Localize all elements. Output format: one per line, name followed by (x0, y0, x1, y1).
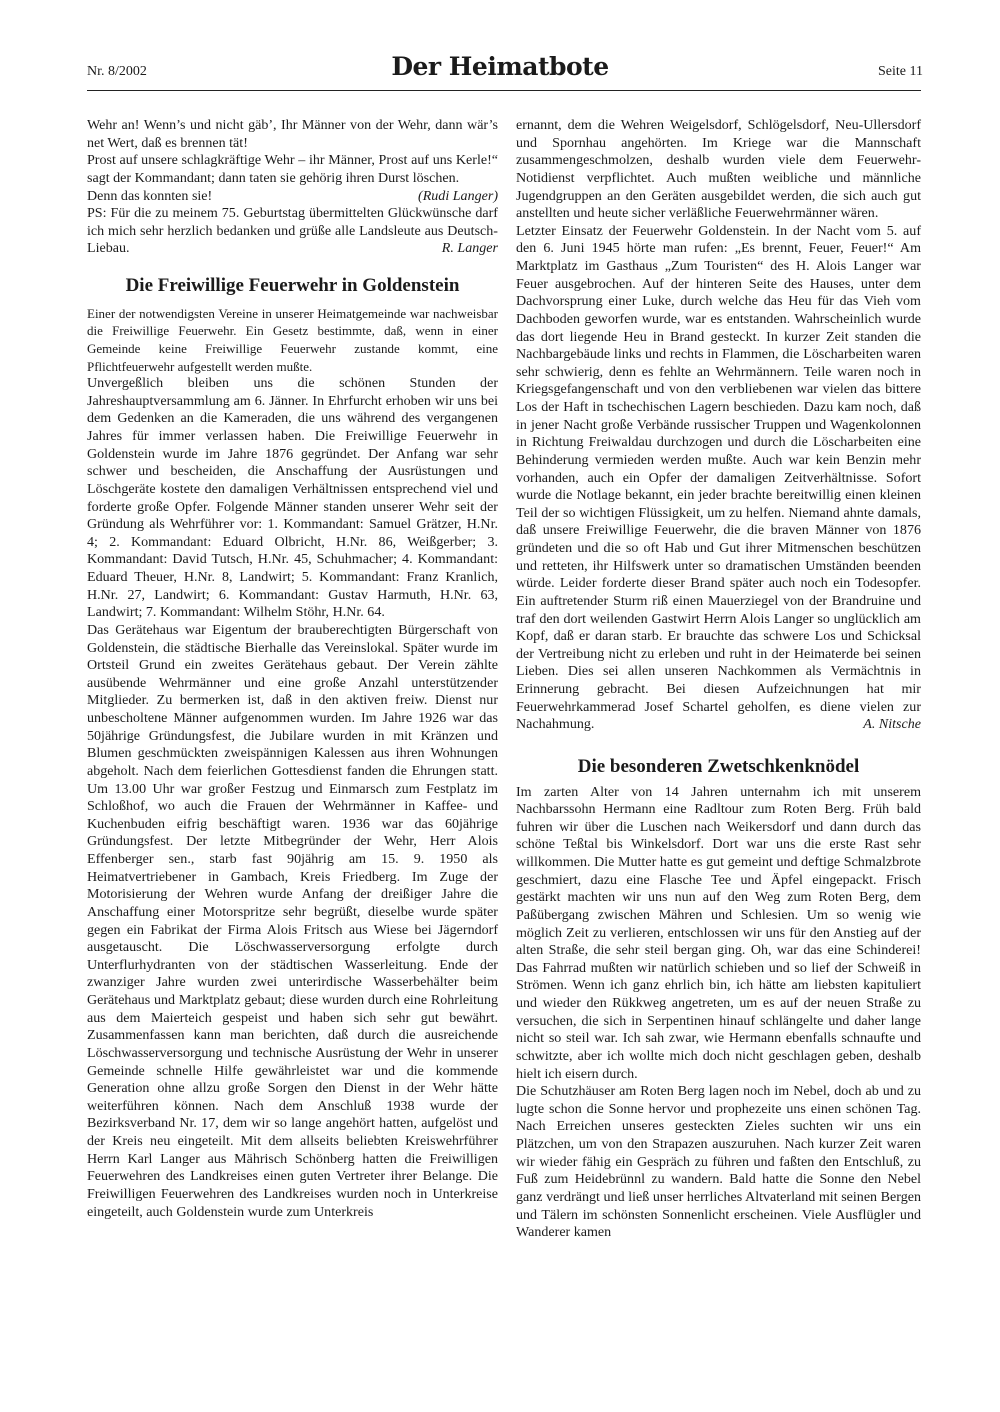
right-column (516, 117, 921, 1242)
header-rule (87, 90, 921, 91)
poem-closing-text: Denn das konnten sie! (87, 187, 213, 204)
postscript-text: PS: Für die zu meinem 75. Geburtstag übermittelten Glückwünsche darf ich mich sehr herzlich bedanken und grüße alle Landsleute aus Deutsch-Liebau. (87, 205, 498, 257)
author-byline: A. Nitsche (863, 716, 921, 733)
author-byline: (Rudi Langer) (418, 187, 498, 204)
poem-paragraph: Wehr an! Wenn’s und nicht gäb’, Ihr Männer von der Wehr, dann wär’s net Wert, daß es brennen tät! (87, 117, 498, 151)
article-headline: Die Freiwillige Feuerwehr in Goldenstein (125, 275, 460, 297)
left-column (87, 117, 498, 1221)
article-paragraph: Unvergeßlich bleiben uns die schönen Stunden der Jahreshauptversammlung am 6. Jänner. In Ehrfurcht erhoben wir uns bei dem Gedenken an die Kameraden, die uns während des vergangenen Jahres für immer verlassen haben. Die Freiwillige Feuerwehr in Goldenstein wurde im Jahre 1876 gegründet. Der Anfang war sehr schwer und bescheiden, die Anschaffung der Ausrüstungen und Löschgeräte kostete den damaligen Verhältnissen entsprechend viel und forderte große Opfer. Folgende Männer standen unserer Wehr seit der Gründung als Wehrführer vor: 1. Kommandant: Samuel Grätzer, H.Nr. 4; 2. Kommandant: Eduard Olbricht, H.Nr. 86, Weißgerber; 3. Kommandant: David Tutsch, H.Nr. 45, Schuhmacher; 4. Kommandant: Eduard Theuer, H.Nr. 8, Landwirt; 5. Kommandant: Franz Kranlich, H.Nr. 27, Landwirt; 6. Kommandant: Gustav Harmuth, H.Nr. 63, Landwirt; 7. Kommandant: Wilhelm Stöhr, H.Nr. 64. (87, 375, 498, 621)
issue-number: Nr. 8/2002 (87, 64, 147, 79)
article-paragraph: Die Schutzhäuser am Roten Berg lagen noch im Nebel, doch ab und zu lugte schon die Sonne hervor und prophezeite uns einen schönen Tag. Nach Erreichen unseres gesteckten Zieles suchten wir uns ein Plätzchen, um von den Strapazen auszuruhen. Nach kurzer Zeit waren wir wieder fähig ein Gespräch zu führen und faßten den Entschluß, zu Fuß zum Heidebrünnl zu wandern. Bald hatte die Sonne den Nebel ganz verdrängt und ließ unser herrliches Altvaterland mit seinen Bergen und Tälern im schönsten Sonnenlicht erscheinen. Viele Ausflügler und Wanderer kamen (516, 1083, 921, 1241)
article-paragraph: Das Gerätehaus war Eigentum der brauberechtigten Bürgerschaft von Goldenstein, die städtische Bierhalle das Vereinslokal. Später wurde im Ortsteil Grund ein zweites Gerätehaus gebaut. Der Verein zählte ausübende Wehrmänner und eine große Anzahl unterstützender Mitglieder. Zu bermerken ist, daß in den aktiven freiw. Dienst nur unbescholtene Männer aufgenommen wurden. Im Jahre 1926 war das 50jährige Gründungsfest, die Jubilare wurden in mit Kränzen und Blumen geschmückten zweispännigen Kalessen aus ihren Wohnungen abgeholt. Nach dem feierlichen Gottesdienst fanden die Ehrungen statt. Um 13.00 Uhr war großer Festzug und Einmarsch zum Festplatz im Schloßhof, wo auch die Frauen der Wehrmänner in Kaffee- und Kuchenbuden eifrig beschäftigt waren. 1936 war das 60jährige Gründungsfest. Der letzte Mitbegründer der Wehr, Herr Alois Effenberger sen., starb fast 90jährig am 15. 9. 1950 als Heimatvertriebener in Gambach, Kreis Friedberg. Im Zuge der Motorisierung der Wehren wurde Anfang der dreißiger Jahre die Anschaffung einer Motorspritze sehr begrüßt, dieselbe wurde später gegen ein Fabrikat der Firma Alois Fritsch aus Wiese bei Jägerndorf ausgetauscht. Die Löschwasserversorgung erfolgte durch Unterflurhydranten von der städtischen Wasserleitung. Ende der zwanziger Jahre wurden zwei unterirdische Wasserbehälter beim Gerätehaus und Marktplatz gebaut; diese wurden durch eine Rohrleitung aus dem Maierteich gespeist und haben sich sehr gut bewährt. Zusammenfassen kann man berichten, daß durch die ausreichende Löschwasserversorgung und technische Ausrüstung der Wehr in unserer Gemeinde schnelle Hilfe gewährleistet war und die kommende Generation ohne allzu große Sorgen den Dienst in der Wehr hätte weiterführen können. Nach dem Anschluß 1938 wurde der Bezirksverband Nr. 17, dem wir so lange angehört hatten, aufgelöst und der Kreis neu eingeteilt. Mit dem allseits beliebten Kreiswehrführer Herrn Karl Langer aus Mährisch Schönberg hatten die Freiwilligen Feuerwehren des Landkreises einen guten Vertreter ihrer Belange. Die Freiwilligen Feuerwehren des Landkreises wurden noch in Unterkreise eingeteilt, auch Goldenstein wurde zum Unterkreis (87, 621, 498, 1220)
article-paragraph-text: Letzter Einsatz der Feuerwehr Goldenstein. In der Nacht vom 5. auf den 6. Juni 1945 hörte man rufen: „Es brennt, Feuer, Feuer!“ Am Marktplatz im Gasthaus „Zum Touristen“ des H. Alois Langer war Feuer ausgebrochen. Auf der hinteren Seite des Hauses, unter dem Dachvorsprung einer Luke, durch welche das Heu für das Vieh vom Dachboden geworfen wurde, war es entstanden. Wahrscheinlich wurde das dort liegende Heu in Brand gesteckt. In kurzer Zeit standen die Nachbargebäude links und rechts in Flammen, die Löscharbeiten waren sehr schwierig, denn es fehlte an Wehrmännern. Teile waren noch in Kriegsgefangenschaft und von den verbliebenen war vielen das bittere Los der Haft in tschechischen Lagern beschieden. Dazu kam noch, daß in jener Nacht große Verbände russischer Truppen und Wagenkolonnen in Richtung Freiwaldau durchzogen und durch die Löscharbeiten eine Behinderung vermieden werden mußte. Auch war kein Benzin mehr vorhanden, auch ein Opfer der damaligen Zeitverhältnisse. Sofort wurde die Notlage bekannt, ein jeder brachte bereitwillig einen kleinen Teil der so wichtigen Flüssigkeit, um zu helfen. Niemand ahnte damals, daß unsere Freiwillige Feuerwehr, die die braven Männer von 1876 gründeten und die so oft Hab und Gut ihrer Mitmenschen beschützen und retteten, ihr Hilfswerk unter so dramatischen Umständen beenden würde. Leider forderte dieser Brand später auch noch ein Todesopfer. Ein auftretender Sturm riß einen Mauerziegel von der Brandruine und traf den dort weilenden Gastwirt Herrn Alois Langer so unglücklich am Kopf, daß er daran starb. Er brauchte das schwere Los und Schicksal der Vertreibung nicht zu erleben und ruht in der Heimaterde bei seinen Lieben. Dies sei allen unseren Nachkommen als Vermächtnis in Erinnerung gebracht. Bei diesen Aufzeichnungen hat mir Feuerwehrkammerad Josef Schartel geholfen, es diene vielen zur Nachahmung. (516, 222, 921, 733)
poem-closing (87, 188, 498, 206)
poem-paragraph: Prost auf unsere schlagkräftige Wehr – ihr Männer, Prost auf uns Kerle!“ sagt der Kommandant; dann taten sie gehörig ihren Durst löschen. (87, 152, 498, 186)
article-headline: Die besonderen Zwetschkenknödel (577, 755, 860, 777)
article-paragraph: Im zarten Alter von 14 Jahren unternahm ich mit unserem Nachbarssohn Hermann eine Radltour zum Roten Berg. Früh bald fuhren wir über die Luschen nach Weikersdorf und dann durch das schöne Teßtal bis Winkelsdorf. Dort war uns die erste Rast sehr willkommen. Die Mutter hatte es gut gemeint und deftige Schmalzbrote geschmiert, dazu eine Flasche Tee und Äpfel eingepackt. Frisch gestärkt machten wir uns nun auf den Weg zum Roten Berg, dem Paßübergang zwischen Mähren und Schlesien. Um so wenig wie möglich Zeit zu verlieren, entschlossen wir uns für den Anstieg auf der alten Straße, die sehr steil bergan ging. Oh, war das eine Schinderei! Das Fahrrad mußten wir natürlich schieben und so lief der Schweiß in Strömen. Wenn ich ganz ehrlich bin, ich hätte am liebsten kapituliert und wieder den Rükkweg angetreten, um es auf der neuen Straße zu versuchen, die sich in Serpentinen hinauf schlängelte und daher lange nicht so steil war. Ich sah zwar, wie Hermann ebenfalls schnaufte und schwitzte, aber ich wollte mich doch nicht geschlagen geben, deshalb hielt ich eisern durch. (516, 783, 921, 1082)
page-number: Seite 11 (878, 64, 923, 79)
article-paragraph: Einer der notwendigsten Vereine in unserer Heimatgemeinde war nachweisbar die Freiwillige Feuerwehr. Ein Gesetz bestimmte, daß, wenn in einer Gemeinde keine Freiwillige Feuerwehr zustande kommt, eine Pflichtfeuerwehr aufgestellt werden mußte. (87, 305, 498, 374)
author-byline: R. Langer (441, 240, 498, 257)
masthead-title: Der Heimatbote (391, 52, 609, 81)
article-paragraph (516, 223, 921, 734)
article-paragraph: ernannt, dem die Wehren Weigelsdorf, Schlögelsdorf, Neu-Ullersdorf und Spornhau angehörten. Im Kriege war die Mannschaft zusammengeschmolzen, deshalb wurden viele dem Feuerwehr-Notidienst verpflichtet. Auch mußten weibliche und männliche Jugendgruppen an den Geräten ausgebildet werden, die sich auch gut anstellten und heute sicher verläßliche Feuerwehrmänner wären. (516, 117, 921, 222)
